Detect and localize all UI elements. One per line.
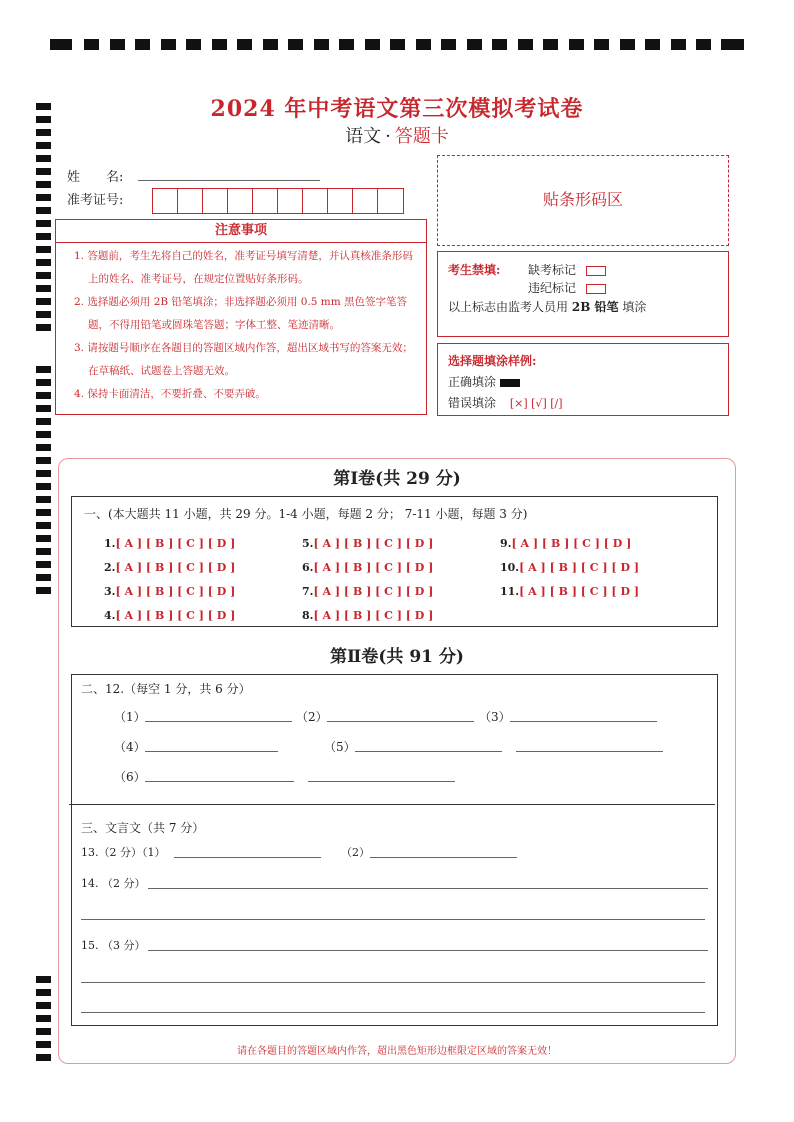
q12-blank-5a[interactable] bbox=[355, 751, 502, 752]
q13-label: 13.（2 分）（1） bbox=[81, 846, 166, 859]
mc-question-number: 7. bbox=[302, 585, 314, 598]
timing-mark bbox=[620, 39, 635, 50]
mc-question-number: 3. bbox=[104, 585, 116, 598]
timing-mark bbox=[36, 587, 51, 594]
q12-blank-6a[interactable] bbox=[145, 781, 294, 782]
q14-line-2[interactable] bbox=[81, 919, 705, 920]
timing-mark bbox=[36, 220, 51, 227]
timing-mark bbox=[696, 39, 711, 50]
mc-question-11[interactable] bbox=[500, 585, 639, 598]
q15-line-1[interactable] bbox=[148, 950, 708, 951]
mc-question-5[interactable] bbox=[302, 537, 433, 550]
timing-mark bbox=[441, 39, 456, 50]
timing-mark bbox=[36, 522, 51, 529]
timing-mark bbox=[212, 39, 227, 50]
mc-options[interactable]: [ A ] [ B ] [ C ] [ D ] bbox=[313, 561, 434, 574]
q13-blank-1[interactable] bbox=[174, 857, 321, 858]
mc-options[interactable]: [ A ] [ B ] [ C ] [ D ] bbox=[313, 537, 434, 550]
notice-item-2: 2. 选择题必须用 2B 铅笔填涂；非选择题必须用 0.5 mm 黑色签字笔答题，不得用铅笔或圆珠笔答题；字体工整、笔迹清晰。 bbox=[74, 296, 408, 331]
timing-mark bbox=[50, 39, 72, 50]
name-field[interactable] bbox=[138, 180, 320, 181]
timing-mark bbox=[543, 39, 558, 50]
mc-options[interactable]: [ A ] [ B ] [ C ] [ D ] bbox=[115, 561, 236, 574]
timing-mark bbox=[36, 496, 51, 503]
timing-mark bbox=[645, 39, 660, 50]
timing-mark bbox=[36, 457, 51, 464]
timing-mark bbox=[36, 1015, 51, 1022]
barcode-area bbox=[437, 155, 729, 246]
mc-question-10[interactable] bbox=[500, 561, 639, 574]
timing-mark bbox=[110, 39, 125, 50]
timing-mark bbox=[416, 39, 431, 50]
mc-question-number: 4. bbox=[104, 609, 116, 622]
notice-item-3: 3. 请按题号顺序在各题目的答题区域内作答，超出区域书写的答案无效；在草稿纸、试题卷上答题无效。 bbox=[74, 342, 413, 377]
timing-mark bbox=[36, 535, 51, 542]
part2-box bbox=[71, 674, 718, 1026]
timing-mark bbox=[36, 379, 51, 386]
timing-mark bbox=[36, 418, 51, 425]
timing-mark bbox=[36, 194, 51, 201]
q12-blank-4[interactable] bbox=[145, 751, 278, 752]
mc-question-9[interactable] bbox=[500, 537, 631, 550]
timing-mark bbox=[36, 298, 51, 305]
notice-title: 注意事项 bbox=[56, 220, 426, 243]
part2-divider bbox=[69, 804, 715, 805]
timing-mark bbox=[518, 39, 533, 50]
timing-mark bbox=[36, 324, 51, 331]
timing-mark bbox=[36, 561, 51, 568]
mc-question-number: 9. bbox=[500, 537, 512, 550]
mc-question-number: 8. bbox=[302, 609, 314, 622]
timing-mark bbox=[594, 39, 609, 50]
wrong-fill-label: 错误填涂 bbox=[448, 396, 497, 410]
timing-mark bbox=[36, 405, 51, 412]
mc-question-number: 5. bbox=[302, 537, 314, 550]
notice-item-1: 1. 答题前，考生先将自己的姓名，准考证号填写清楚，并认真核准条形码上的姓名、准考证号，在规定位置贴好条形码。 bbox=[74, 250, 413, 285]
mc-options[interactable]: [ A ] [ B ] [ C ] [ D ] bbox=[115, 609, 236, 622]
timing-mark bbox=[36, 259, 51, 266]
timing-mark bbox=[365, 39, 380, 50]
q12-blank-5b[interactable] bbox=[516, 751, 663, 752]
barcode-label: 贴条形码区 bbox=[542, 190, 623, 209]
timing-mark bbox=[36, 168, 51, 175]
timing-mark bbox=[492, 39, 507, 50]
timing-mark bbox=[339, 39, 354, 50]
mc-question-7[interactable] bbox=[302, 585, 433, 598]
wenyan-heading: 三、文言文（共 7 分） bbox=[81, 821, 205, 835]
timing-mark bbox=[36, 207, 51, 214]
part1-instruction: 一、(本大题共 11 小题，共 29 分。1-4 小题，每题 2 分； 7-11 小题，每题 3 分) bbox=[84, 507, 528, 521]
timing-mark bbox=[36, 1028, 51, 1035]
timing-mark bbox=[569, 39, 584, 50]
timing-mark bbox=[721, 39, 744, 50]
timing-mark bbox=[36, 311, 51, 318]
mc-options[interactable]: [ A ] [ B ] [ C ] [ D ] bbox=[519, 561, 640, 574]
q12-blank-5-label: （5） bbox=[324, 740, 356, 754]
forbidden-box bbox=[437, 251, 729, 337]
notice-box bbox=[55, 219, 427, 415]
q12-blank-2[interactable] bbox=[327, 721, 474, 722]
q13-blank-2-label: （2） bbox=[341, 846, 370, 859]
mc-question-4[interactable] bbox=[104, 609, 235, 622]
q14-line-1[interactable] bbox=[148, 888, 708, 889]
q12-blank-2-label: （2） bbox=[296, 710, 328, 724]
timing-mark bbox=[36, 989, 51, 996]
timing-mark bbox=[135, 39, 150, 50]
timing-mark bbox=[288, 39, 303, 50]
forbidden-label: 考生禁填: bbox=[448, 263, 501, 277]
mc-question-number: 10. bbox=[500, 561, 520, 574]
mc-question-number: 2. bbox=[104, 561, 116, 574]
q12-blank-6b[interactable] bbox=[308, 781, 455, 782]
timing-mark bbox=[36, 574, 51, 581]
violation-mark-box[interactable] bbox=[586, 284, 606, 294]
mc-options[interactable]: [ A ] [ B ] [ C ] [ D ] bbox=[313, 585, 434, 598]
mc-question-number: 11. bbox=[500, 585, 520, 598]
timing-mark bbox=[36, 509, 51, 516]
timing-mark bbox=[186, 39, 201, 50]
mc-options[interactable]: [ A ] [ B ] [ C ] [ D ] bbox=[115, 585, 236, 598]
q15-line-3[interactable] bbox=[81, 1012, 705, 1013]
mc-options[interactable]: [ A ] [ B ] [ C ] [ D ] bbox=[313, 609, 434, 622]
timing-mark bbox=[36, 181, 51, 188]
timing-mark bbox=[237, 39, 252, 50]
timing-mark bbox=[36, 392, 51, 399]
q12-blank-1[interactable] bbox=[145, 721, 292, 722]
name-label: 姓 名: bbox=[67, 170, 124, 185]
card-subtitle bbox=[0, 122, 794, 148]
timing-mark bbox=[671, 39, 686, 50]
mc-question-1[interactable] bbox=[104, 537, 235, 550]
mc-question-number: 1. bbox=[104, 537, 116, 550]
timing-mark bbox=[36, 976, 51, 983]
q12-blank-3-label: （3） bbox=[479, 710, 511, 724]
timing-mark bbox=[161, 39, 176, 50]
mc-question-8[interactable] bbox=[302, 609, 433, 622]
q13-blank-2[interactable] bbox=[370, 857, 517, 858]
absent-mark-box[interactable] bbox=[586, 266, 606, 276]
exam-id-label: 准考证号: bbox=[67, 193, 124, 208]
timing-mark bbox=[36, 431, 51, 438]
q12-heading: 二、12.（每空 1 分，共 6 分） bbox=[81, 682, 251, 696]
card-label: 答题卡 bbox=[394, 126, 449, 147]
mc-question-number: 6. bbox=[302, 561, 314, 574]
notice-item-4: 4. 保持卡面清洁，不要折叠、不要弄破。 bbox=[74, 388, 266, 400]
q12-blank-3[interactable] bbox=[510, 721, 657, 722]
timing-mark bbox=[84, 39, 99, 50]
mc-question-3[interactable] bbox=[104, 585, 235, 598]
q15-label: 15. （3 分） bbox=[81, 939, 146, 952]
q15-line-2[interactable] bbox=[81, 982, 705, 983]
absent-mark-label: 缺考标记 bbox=[528, 263, 577, 277]
timing-mark bbox=[36, 444, 51, 451]
mc-options[interactable]: [ A ] [ B ] [ C ] [ D ] bbox=[519, 585, 640, 598]
exam-title: 2024 年中考语文第三次模拟考试卷 bbox=[210, 96, 584, 122]
exam-id-boxes[interactable] bbox=[152, 188, 404, 214]
q12-blank-4-label: （4） bbox=[114, 740, 146, 754]
timing-mark bbox=[314, 39, 329, 50]
wrong-fill-samples: [×] [√] [/] bbox=[509, 397, 563, 410]
timing-mark bbox=[36, 155, 51, 162]
footer-warning: 请在各题目的答题区域内作答，超出黑色矩形边框限定区域的答案无效！ bbox=[237, 1046, 557, 1057]
timing-mark bbox=[36, 285, 51, 292]
fill-example-box bbox=[437, 343, 729, 416]
timing-mark bbox=[36, 1002, 51, 1009]
q12-blank-1-label: （1） bbox=[114, 710, 146, 724]
timing-mark bbox=[36, 272, 51, 279]
correct-fill-label: 正确填涂 bbox=[448, 375, 497, 389]
part1-title: 第Ⅰ卷(共 29 分) bbox=[333, 469, 461, 489]
separator-dot: · bbox=[385, 126, 391, 147]
timing-mark bbox=[263, 39, 278, 50]
q12-blank-6-label: （6） bbox=[114, 770, 146, 784]
violation-mark-label: 违纪标记 bbox=[528, 281, 577, 295]
fill-example-title: 选择题填涂样例: bbox=[448, 354, 537, 368]
timing-mark bbox=[36, 246, 51, 253]
mc-options[interactable]: [ A ] [ B ] [ C ] [ D ] bbox=[511, 537, 632, 550]
timing-mark bbox=[390, 39, 405, 50]
part2-title: 第Ⅱ卷(共 91 分) bbox=[330, 647, 464, 667]
correct-fill-sample bbox=[500, 379, 520, 387]
timing-mark bbox=[36, 233, 51, 240]
timing-mark bbox=[36, 548, 51, 555]
subject-label: 语文 bbox=[345, 126, 382, 147]
mc-question-6[interactable] bbox=[302, 561, 433, 574]
mc-question-2[interactable] bbox=[104, 561, 235, 574]
forbidden-note: 以上标志由监考人员用 2B 铅笔 填涂 bbox=[448, 300, 647, 314]
timing-mark bbox=[467, 39, 482, 50]
timing-mark bbox=[36, 366, 51, 373]
q14-label: 14. （2 分） bbox=[81, 877, 146, 890]
mc-options[interactable]: [ A ] [ B ] [ C ] [ D ] bbox=[115, 537, 236, 550]
